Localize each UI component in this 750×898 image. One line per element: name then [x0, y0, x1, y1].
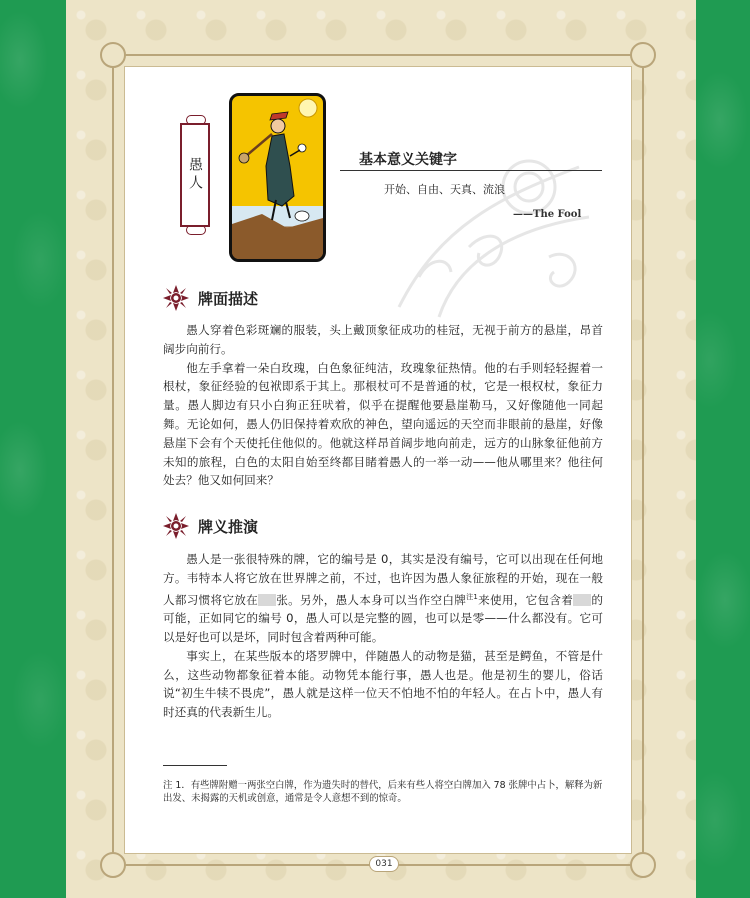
frame-corner-ornament: [100, 852, 126, 878]
fool-card-illustration-icon: [232, 96, 323, 259]
section-title: 牌义推演: [198, 517, 259, 536]
frame-corner-ornament: [100, 42, 126, 68]
keywords: 开始、自由、天真、流浪: [384, 183, 505, 196]
flower-ornament-icon: [162, 284, 190, 312]
keyword-title: 基本意义关键字: [359, 152, 457, 168]
section-heading-meaning: [162, 512, 258, 540]
footnote: 注 1．有些牌附赠一两张空白牌，作为遗失时的替代，后来有些人将空白牌加入 78 张牌中占卜，解释为新出发、未揭露的天机或创意，通常是令人意想不到的惊奇。: [163, 780, 603, 804]
frame-corner-ornament: [630, 852, 656, 878]
card-english-name: ——The Fool: [513, 209, 582, 220]
fool-tarot-card-image: [229, 93, 326, 262]
paragraph: 事实上，在某些版本的塔罗牌中，伴随愚人的动物是猫，甚至是鳄鱼，不管是什么，这些动物都象征着本能。动物凭本能行事，愚人也是。他是初生的婴儿，俗话说“初生牛犊不畏虎”，愚人就是这样一位天不怕地不怕的年轻人。在占卜中，愚人有时还真的代表新生儿。: [163, 648, 603, 720]
paragraph: 愚人是一张很特殊的牌，它的编号是 0，其实是没有编号，它可以出现在任何地方。韦特本人将它放在世界牌之前，不过，也许因为愚人象征旅程的开始，现在一般人都习惯将它放在 张。另外，愚人本身可以当作空白牌$^{注1}$来使用，它包含着 的可能，正如同它的编号 0，愚人可以是完整的圆，也可以是零——什么都没有。它可以是好也可以是坏，同时包含着两种可能。: [163, 552, 603, 645]
card-name: 愚人: [187, 157, 203, 193]
footnote-divider: [163, 765, 227, 766]
flower-ornament-icon: [162, 512, 190, 540]
blurred-text: [258, 594, 276, 606]
paragraph: 愚人穿着色彩斑斓的服装，头上戴顶象征成功的桂冠，无视于前方的悬崖，昂首阔步向前行。: [163, 323, 603, 356]
card-meaning-text: [163, 550, 603, 722]
card-description-text: [163, 321, 603, 490]
section-heading-description: [162, 284, 258, 312]
card-name-tag: [180, 123, 210, 227]
paragraph: 他左手拿着一朵白玫瑰，白色象征纯洁，玫瑰象征热情。他的右手则轻轻握着一根杖，象征经验的包袱即系于其上。那根杖可不是普通的杖，它是一根权杖，象征力量。愚人脚边有只小白狗正狂吠着，似乎在提醒他要悬崖勒马，又好像随他一同起舞。无论如何，愚人仍旧保持着欢欣的神色，望向遥远的天空而非眼前的悬崖，好像悬崖下会有个天使托住他似的。他就这样昂首阔步地向前走，远方的山脉象征他前方未知的旅程，白色的太阳自始至终都目睹着愚人的一举一动——他从哪里来？他往何处去？他又如何回来？: [163, 360, 603, 488]
frame-corner-ornament: [630, 42, 656, 68]
section-title: 牌面描述: [198, 289, 259, 308]
swirl-ornament-icon: [379, 107, 609, 337]
keyword-divider: [340, 170, 602, 171]
page-number: 031: [369, 856, 399, 872]
blurred-text: [573, 594, 591, 606]
